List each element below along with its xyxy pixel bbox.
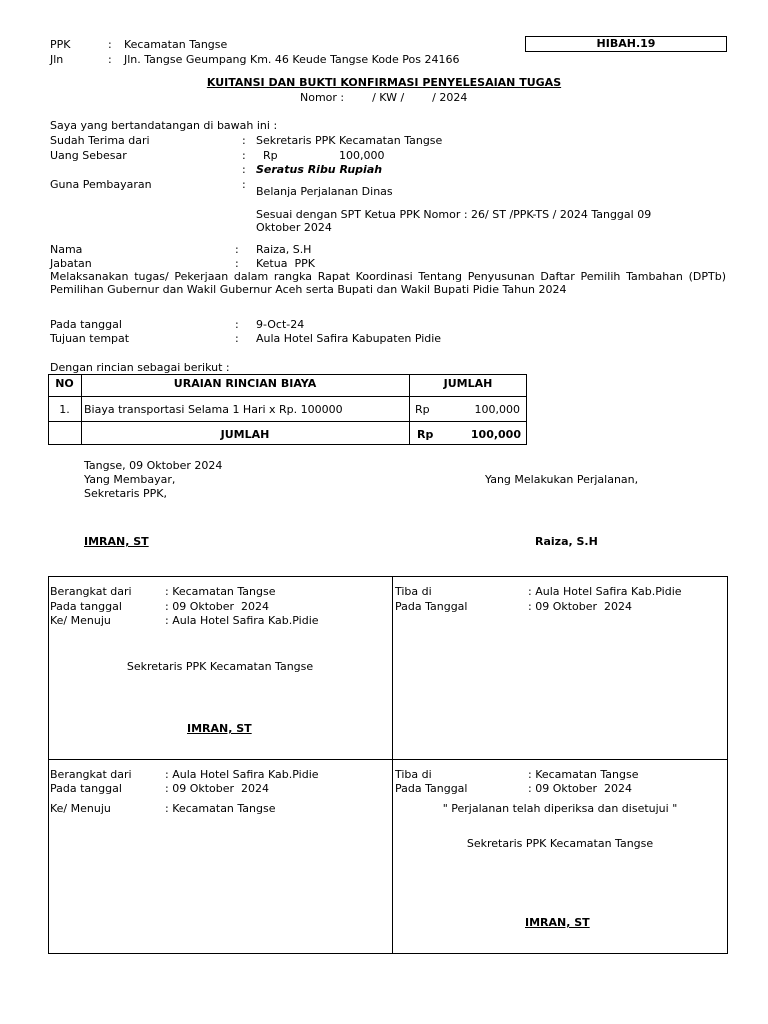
leg2-tanggal-value: : 09 Oktober 2024 — [165, 782, 270, 795]
intro-text: Saya yang bertandatangan di bawah ini : — [50, 119, 278, 132]
leg1-signer-title: Sekretaris PPK Kecamatan Tangse — [126, 660, 314, 673]
leg1-tanggal-label: Pada tanggal — [50, 600, 122, 613]
colon: : — [242, 163, 246, 176]
jln-value: Jln. Tangse Geumpang Km. 46 Keude Tangse Kode Pos 24166 — [124, 53, 460, 66]
leg1-tanggal-value: : 09 Oktober 2024 — [165, 600, 270, 613]
traveler-name: Raiza, S.H — [535, 535, 598, 548]
leg1-tiba-tanggal-value: : 09 Oktober 2024 — [528, 600, 633, 613]
table-divider — [48, 421, 527, 422]
payer-role: Yang Membayar, — [84, 473, 176, 486]
leg1-tiba-tanggal-label: Pada Tanggal — [395, 600, 468, 613]
colon: : — [242, 134, 246, 147]
row-amount: 100,000 — [474, 403, 520, 416]
row-no: 1. — [59, 403, 70, 416]
uang-label: Uang Sebesar — [50, 149, 127, 162]
jln-label: Jln — [50, 53, 64, 66]
nama-value: Raiza, S.H — [256, 243, 312, 256]
grid-border — [48, 576, 728, 954]
uang-currency: Rp — [263, 149, 278, 162]
sudah-terima-value: Sekretaris PPK Kecamatan Tangse — [256, 134, 443, 147]
leg1-tiba-label: Tiba di — [395, 585, 432, 598]
jabatan-value: Ketua PPK — [256, 257, 315, 270]
ppk-value: Kecamatan Tangse — [124, 38, 228, 51]
tanggal-value: 9-Oct-24 — [256, 318, 305, 331]
page-title: KUITANSI DAN BUKTI KONFIRMASI PENYELESAIAN TUGAS — [206, 76, 562, 89]
colon: : — [235, 332, 239, 345]
leg2-signer-title: Sekretaris PPK Kecamatan Tangse — [466, 837, 654, 850]
leg2-menuju-label: Ke/ Menuju — [50, 802, 111, 815]
payer-title: Sekretaris PPK, — [84, 487, 168, 500]
leg2-tiba-tanggal-value: : 09 Oktober 2024 — [528, 782, 633, 795]
total-label: JUMLAH — [220, 428, 270, 441]
table-header-no: NO — [55, 377, 74, 390]
nama-label: Nama — [50, 243, 83, 256]
colon: : — [235, 243, 239, 256]
leg2-berangkat-value: : Aula Hotel Safira Kab.Pidie — [165, 768, 319, 781]
jln-colon: : — [108, 53, 112, 66]
sudah-terima-label: Sudah Terima dari — [50, 134, 150, 147]
total-amount: 100,000 — [470, 428, 521, 441]
leg2-tiba-tanggal-label: Pada Tanggal — [395, 782, 468, 795]
leg2-menuju-value: : Kecamatan Tangse — [165, 802, 276, 815]
tanggal-label: Pada tanggal — [50, 318, 122, 331]
guna-label: Guna Pembayaran — [50, 178, 152, 191]
leg2-tiba-label: Tiba di — [395, 768, 432, 781]
grid-divider — [48, 759, 728, 760]
leg1-berangkat-value: : Kecamatan Tangse — [165, 585, 276, 598]
approval-note: " Perjalanan telah diperiksa dan disetujui " — [442, 802, 678, 815]
uang-amount: 100,000 — [339, 149, 385, 162]
table-header-uraian: URAIAN RINCIAN BIAYA — [173, 377, 317, 390]
leg1-berangkat-label: Berangkat dari — [50, 585, 132, 598]
table-divider — [48, 396, 527, 397]
total-currency: Rp — [417, 428, 434, 441]
leg1-menuju-label: Ke/ Menuju — [50, 614, 111, 627]
leg2-berangkat-label: Berangkat dari — [50, 768, 132, 781]
leg2-tiba-value: : Kecamatan Tangse — [528, 768, 639, 781]
grid-divider — [392, 576, 393, 954]
colon: : — [242, 149, 246, 162]
row-uraian: Biaya transportasi Selama 1 Hari x Rp. 100000 — [84, 403, 343, 416]
table-header-jumlah: JUMLAH — [443, 377, 493, 390]
document-code: HIBAH.19 — [525, 36, 727, 52]
leg2-tanggal-label: Pada tanggal — [50, 782, 122, 795]
traveler-role: Yang Melakukan Perjalanan, — [485, 473, 639, 486]
colon: : — [235, 257, 239, 270]
amount-in-words: Seratus Ribu Rupiah — [256, 163, 383, 176]
place-date: Tangse, 09 Oktober 2024 — [84, 459, 223, 472]
payer-name: IMRAN, ST — [84, 535, 149, 548]
leg1-menuju-value: : Aula Hotel Safira Kab.Pidie — [165, 614, 319, 627]
ppk-colon: : — [108, 38, 112, 51]
ppk-label: PPK — [50, 38, 71, 51]
tujuan-label: Tujuan tempat — [50, 332, 130, 345]
nomor-line: Nomor : / KW / / 2024 — [300, 91, 468, 104]
colon: : — [242, 178, 246, 191]
spt-reference: Sesuai dengan SPT Ketua PPK Nomor : 26/ ST /PPK-TS / 2024 Tanggal 09 Oktober 2024 — [256, 208, 652, 234]
jabatan-label: Jabatan — [50, 257, 92, 270]
tujuan-value: Aula Hotel Safira Kabupaten Pidie — [256, 332, 442, 345]
rincian-intro: Dengan rincian sebagai berikut : — [50, 361, 230, 374]
leg1-signer-name: IMRAN, ST — [187, 722, 252, 735]
row-currency: Rp — [415, 403, 430, 416]
leg1-tiba-value: : Aula Hotel Safira Kab.Pidie — [528, 585, 682, 598]
colon: : — [235, 318, 239, 331]
task-description: Melaksanakan tugas/ Pekerjaan dalam rangka Rapat Koordinasi Tentang Penyusunan Daftar Pemilih Tambahan (DPTb) Pemilihan Gubernur dan Wakil Gubernur Aceh serta Bupati dan Wakil Bupati Pidie Tahun 2024 — [50, 270, 726, 296]
leg2-signer-name: IMRAN, ST — [525, 916, 590, 929]
guna-value: Belanja Perjalanan Dinas — [256, 185, 393, 198]
